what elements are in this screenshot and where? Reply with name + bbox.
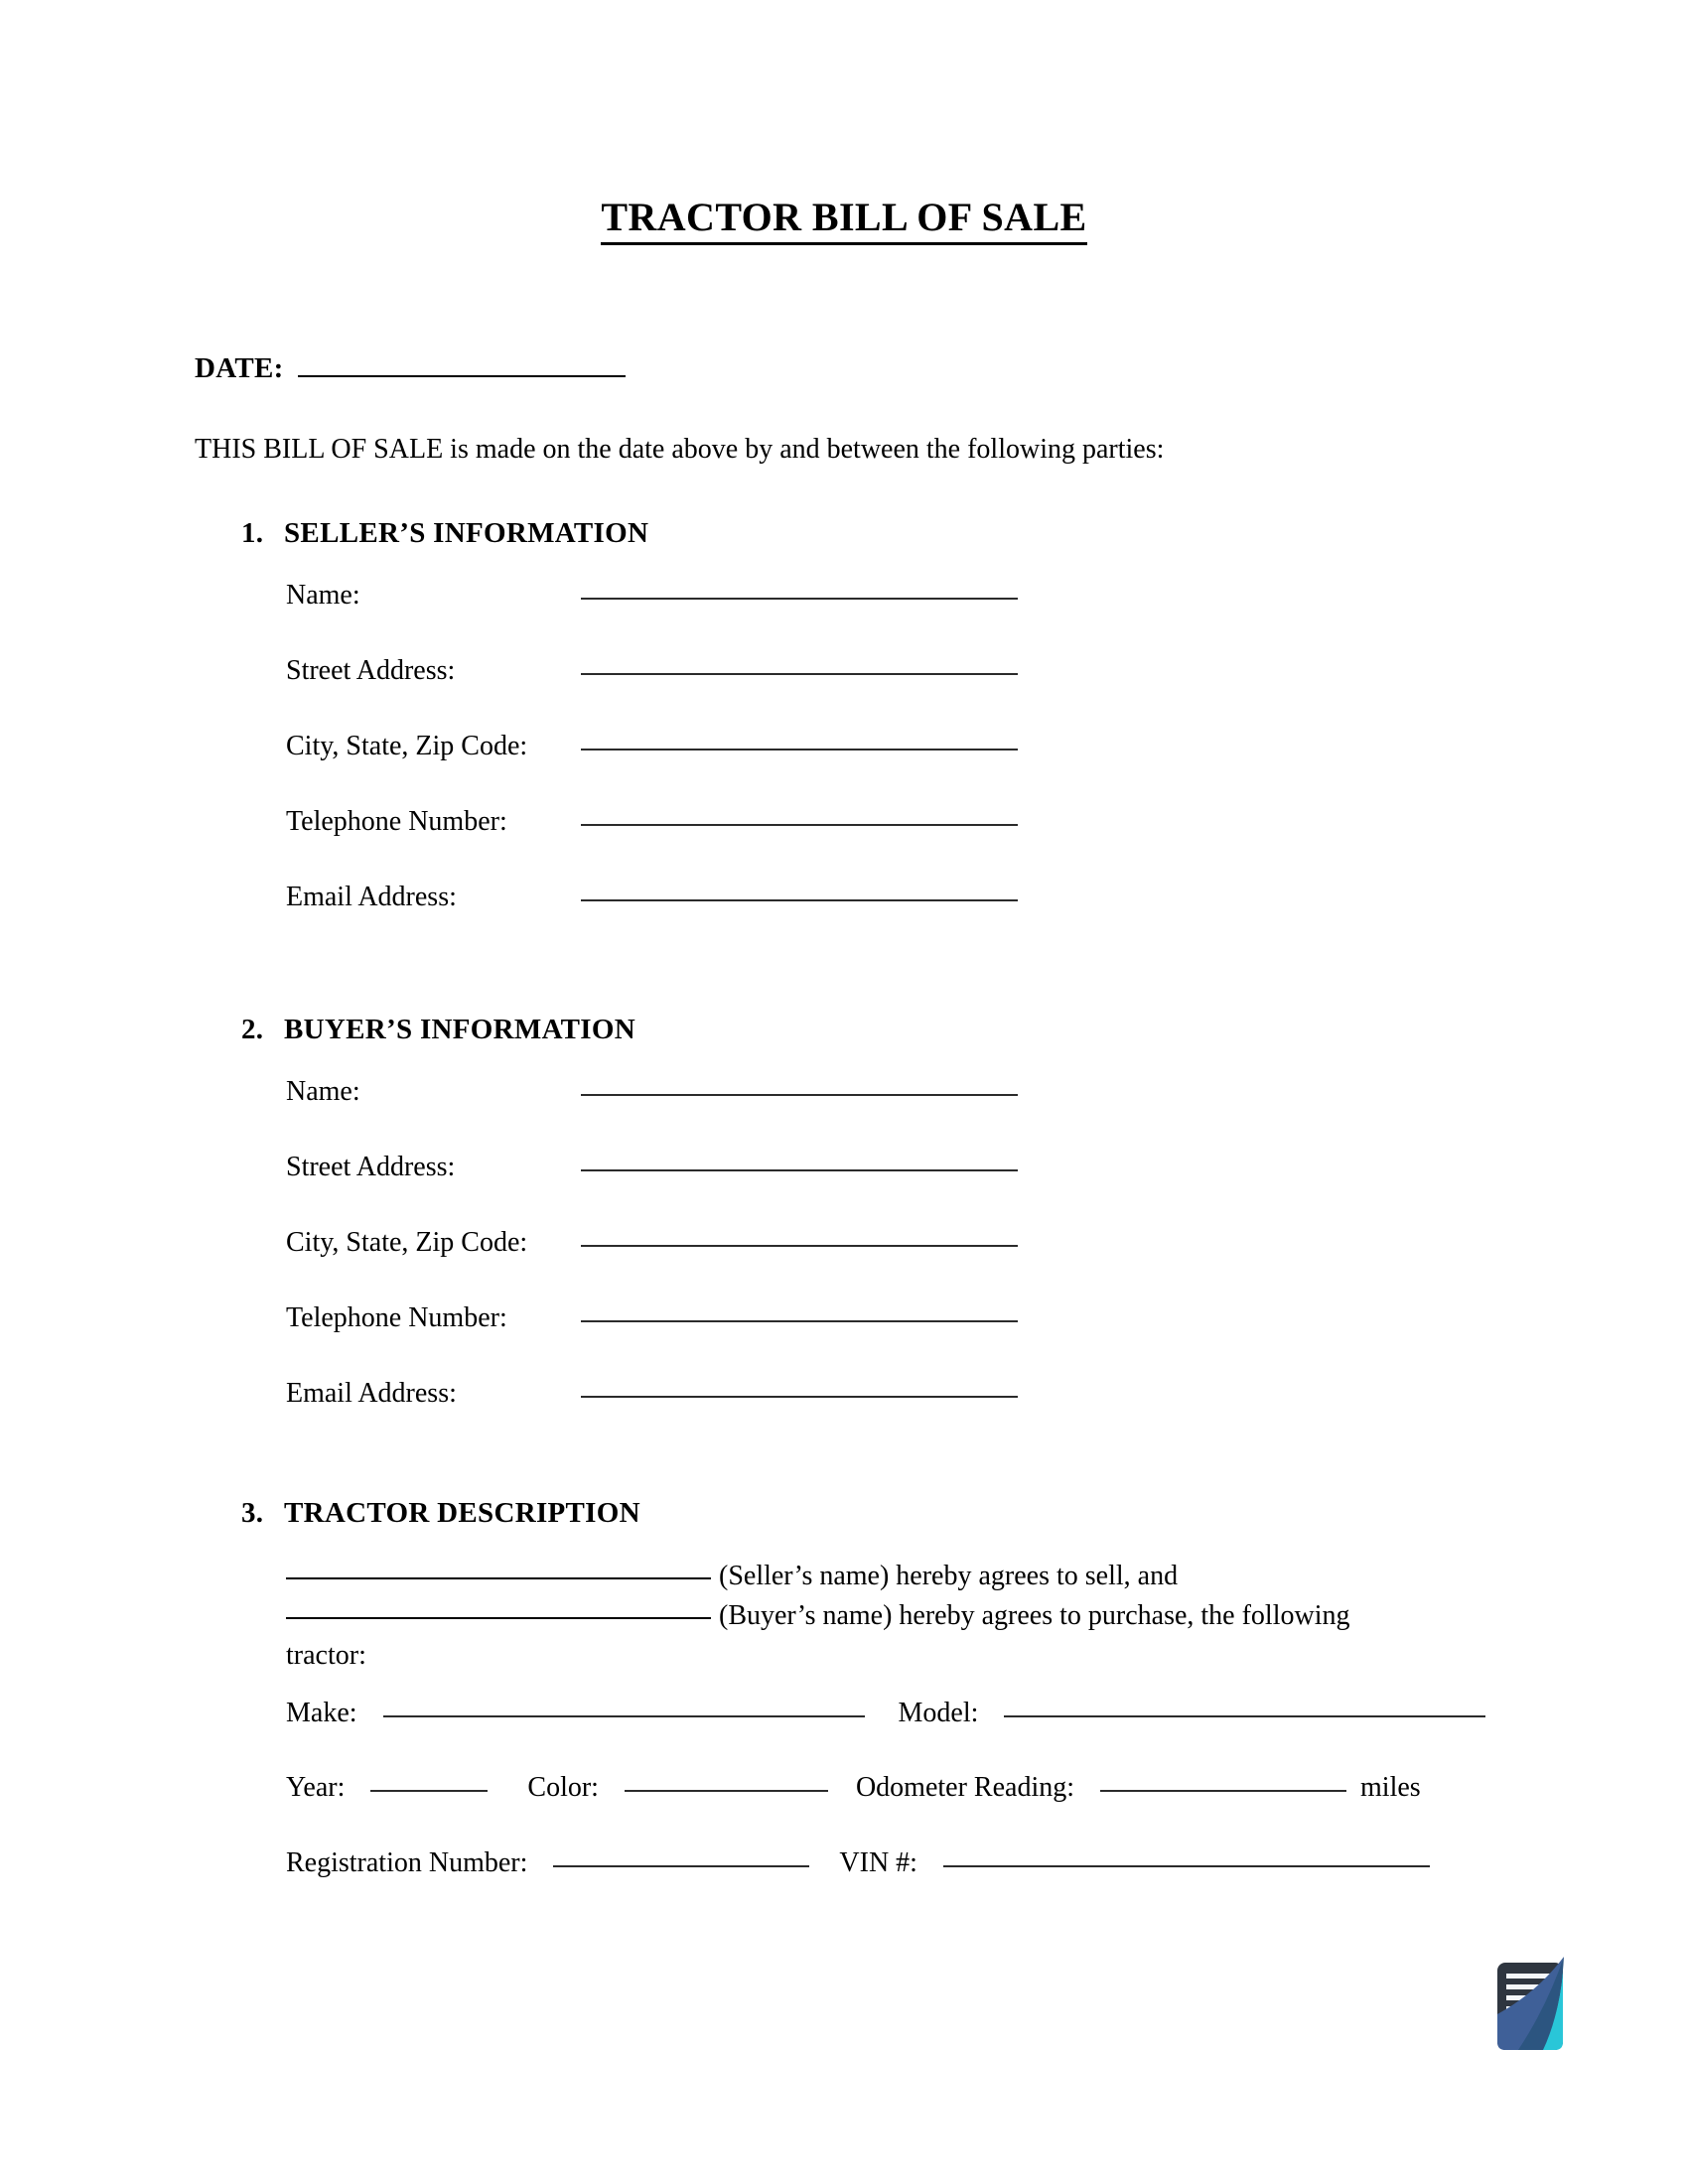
vin-input-line[interactable] [943, 1864, 1430, 1867]
page-title-text: TRACTOR BILL OF SALE [601, 194, 1086, 245]
registration-vin-row [286, 1847, 1430, 1879]
buyer-clause-text: (Buyer’s name) hereby agrees to purchase, the following [719, 1600, 1350, 1631]
buyer-street-row [286, 1152, 1018, 1183]
model-input-line[interactable] [1004, 1714, 1485, 1717]
seller-name-row [286, 580, 1018, 612]
seller-clause-text: (Seller’s name) hereby agrees to sell, and [719, 1561, 1179, 1591]
date-row [195, 352, 626, 385]
odometer-input-line[interactable] [1100, 1789, 1346, 1792]
year-input-line[interactable] [370, 1789, 488, 1792]
date-label: DATE: [195, 352, 284, 384]
seller-email-label: Email Address: [286, 882, 457, 912]
seller-clause-line [286, 1557, 1349, 1596]
make-model-row [286, 1698, 1485, 1729]
tractor-description-paragraph [286, 1557, 1349, 1676]
section-number-2: 2. [241, 1014, 264, 1045]
page-title [0, 194, 1688, 245]
tractor-clause-tail: tractor: [286, 1640, 366, 1671]
section-heading-seller [241, 517, 648, 550]
odometer-label: Odometer Reading: [855, 1772, 1075, 1803]
seller-phone-input-line[interactable] [581, 823, 1018, 826]
seller-city-row [286, 731, 1018, 762]
year-color-odometer-row [286, 1772, 1421, 1804]
section-heading-tractor [241, 1497, 640, 1530]
buyer-street-label: Street Address: [286, 1152, 456, 1182]
model-label: Model: [898, 1698, 979, 1728]
buyer-email-input-line[interactable] [581, 1395, 1018, 1398]
buyer-phone-row [286, 1302, 1018, 1334]
seller-city-label: City, State, Zip Code: [286, 731, 528, 761]
buyer-city-label: City, State, Zip Code: [286, 1227, 528, 1258]
seller-phone-row [286, 806, 1018, 838]
section-title-1: SELLER’S INFORMATION [284, 517, 649, 549]
buyer-phone-input-line[interactable] [581, 1319, 1018, 1322]
document-logo [1485, 1949, 1581, 2060]
buyer-phone-label: Telephone Number: [286, 1302, 507, 1333]
registration-label: Registration Number: [286, 1847, 528, 1878]
buyer-city-row [286, 1227, 1018, 1259]
section-number-3: 3. [241, 1497, 264, 1529]
seller-street-input-line[interactable] [581, 672, 1018, 675]
seller-street-label: Street Address: [286, 655, 456, 686]
odometer-unit-label: miles [1360, 1772, 1421, 1803]
buyer-email-row [286, 1378, 1018, 1410]
seller-phone-label: Telephone Number: [286, 806, 507, 837]
intro-paragraph: THIS BILL OF SALE is made on the date above by and between the following parties: [195, 434, 1165, 465]
make-label: Make: [286, 1698, 357, 1728]
color-label: Color: [527, 1772, 599, 1803]
make-input-line[interactable] [383, 1714, 865, 1717]
seller-name-label: Name: [286, 580, 360, 611]
seller-city-input-line[interactable] [581, 748, 1018, 751]
buyer-email-label: Email Address: [286, 1378, 457, 1409]
document-logo-icon [1485, 1949, 1581, 2060]
buyer-name-label: Name: [286, 1076, 360, 1107]
seller-name-blank-line[interactable] [286, 1576, 711, 1579]
seller-email-row [286, 882, 1018, 913]
buyer-clause-line [286, 1596, 1349, 1636]
color-input-line[interactable] [625, 1789, 828, 1792]
date-input-line[interactable] [298, 353, 626, 377]
section-heading-buyer [241, 1014, 635, 1046]
seller-street-row [286, 655, 1018, 687]
buyer-city-input-line[interactable] [581, 1244, 1018, 1247]
year-label: Year: [286, 1772, 346, 1803]
registration-input-line[interactable] [553, 1864, 809, 1867]
seller-name-input-line[interactable] [581, 597, 1018, 600]
section-title-2: BUYER’S INFORMATION [284, 1014, 635, 1045]
buyer-street-input-line[interactable] [581, 1168, 1018, 1171]
buyer-name-row [286, 1076, 1018, 1108]
section-number-1: 1. [241, 517, 264, 549]
buyer-name-blank-line[interactable] [286, 1616, 711, 1619]
buyer-name-input-line[interactable] [581, 1093, 1018, 1096]
section-title-3: TRACTOR DESCRIPTION [284, 1497, 640, 1529]
seller-email-input-line[interactable] [581, 898, 1018, 901]
vin-label: VIN #: [839, 1847, 917, 1878]
